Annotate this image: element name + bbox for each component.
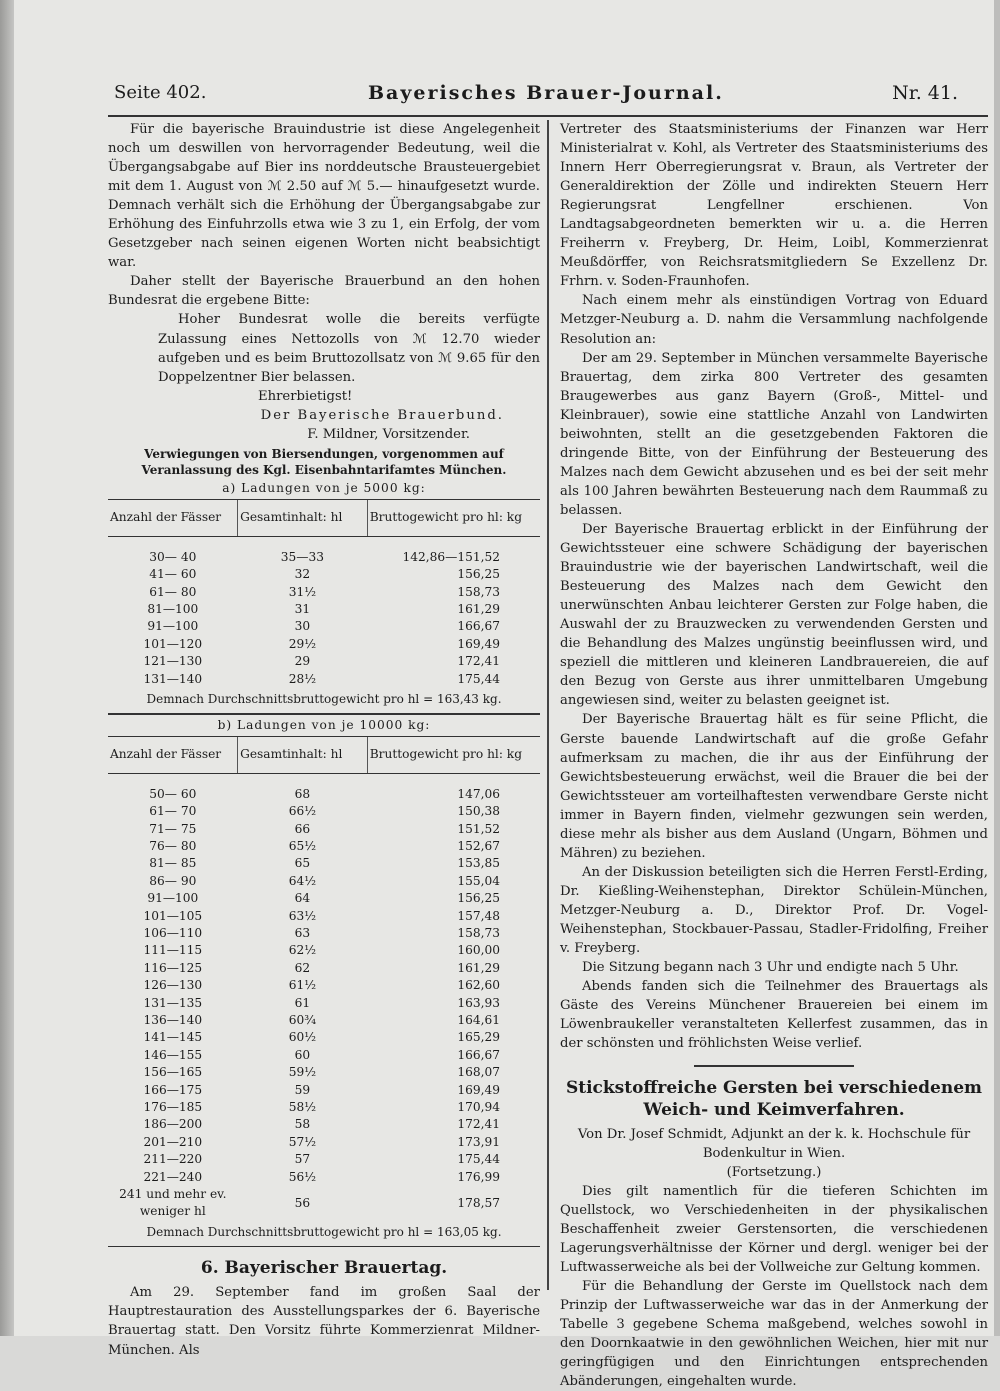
content-cell: 66 — [294, 821, 311, 836]
cask-count-cell: 241 und mehr ev. weniger hl — [119, 1187, 227, 1219]
table-a-title: a) Ladungen von je 5000 kg: — [222, 480, 426, 495]
weight-cell: 142,86—151,52 — [402, 549, 500, 564]
content-cell: 65 — [294, 856, 311, 871]
table-row — [108, 566, 540, 583]
table-b-average: Demnach Durchschnittsbruttogewicht pro hl = 163,05 kg. — [146, 1224, 502, 1239]
cask-count-cell: 156—165 — [143, 1065, 203, 1080]
cask-count-cell: 50— 60 — [149, 786, 197, 801]
weight-cell: 150,38 — [457, 804, 500, 819]
table-row — [108, 671, 540, 688]
paragraph: An der Diskussion beteiligten sich die Herren Ferstl-Erding, Dr. Kießling-Weihenstephan, Direktor Schülein-München, Metzger-Neuburg a. D., Direktor Prof. Dr. Vogel-Weihenstephan, Stockbauer-Passau, Stadler-Fridolfing, Freiher v. Freyberg. — [560, 864, 988, 957]
content-cell: 59 — [294, 1082, 311, 1097]
table-a-body — [108, 536, 540, 688]
weight-cell: 170,94 — [457, 1100, 500, 1114]
table-row — [108, 1064, 540, 1081]
closing-signatory: F. Mildner, Vorsitzender. — [307, 426, 470, 442]
table-row — [108, 821, 540, 838]
paragraph: Für die Behandlung der Gerste im Quellstock nach dem Prinzip der Luftwasserweiche war das in der Anmerkung der Tabelle 3 gegebene Schema maßgebend, welches sowohl in den Doornkaatwie in den gewöhnlichen Weichen, hier mit nur geringfügigen und den Einrichtungen entsprechenden Abänderungen, eingehalten wurde. — [560, 1279, 988, 1390]
weight-cell: 164,61 — [457, 1012, 500, 1027]
table-row — [108, 925, 540, 942]
cask-count-cell: 111—115 — [143, 943, 203, 958]
table-rule — [108, 713, 540, 715]
table-row — [108, 1099, 540, 1116]
paragraph: Abends fanden sich die Teilnehmer des Brauertags als Gäste des Vereins Münchener Brauereien bei einem im Löwenbraukeller veranstalteten Kellerfest zusammen, das in der schönsten und fröhlichsten Weise verlief. — [560, 979, 988, 1052]
issue-number: Nr. 41. — [892, 82, 958, 104]
paragraph: Vertreter des Staatsministeriums der Finanzen war Herr Ministerialrat v. Kohl, als Vertreter des Staatsministeriums des Innern Herr Oberregierungsrat v. Braun, als Vertreter der Generaldirektion der Zölle und indirekten Steuern Herr Regierungsrat Lengfellner erschienen. Von Landtagsabgeordneten bemerkten wir u. a. die Herren Freiherrn v. Freyberg, Dr. Heim, Loibl, Kommerzienrat Meußdörffer, von Reichsratsmitgliedern Se Exzellenz Dr. Frhrn. v. Soden-Fraunhofen. — [560, 122, 988, 290]
content-cell: 59½ — [288, 1065, 317, 1080]
paragraph: Daher stellt der Bayerische Brauerbund an den hohen Bundesrat die ergebene Bitte: — [108, 274, 540, 309]
table-row — [108, 618, 540, 635]
weight-cell: 165,29 — [457, 1030, 500, 1045]
closing-organization: Der Bayerische Brauerbund. — [260, 407, 504, 423]
cask-count-cell: 61— 70 — [149, 804, 197, 819]
weight-cell: 163,93 — [457, 995, 500, 1010]
cask-count-cell: 86— 90 — [149, 873, 197, 888]
table-row — [108, 636, 540, 653]
resolution-paragraph: Der am 29. September in München versammelte Bayerische Brauertag, dem zirka 800 Vertreter des gesamten Braugewerbes aus ganz Bayern (Groß-, Mittel- und Kleinbrauer), sowie eine stattliche Anzahl von Landwirten beiwohnten, stellt an die gesetzgebenden Faktoren die dringende Bitte, von der Einführung der Besteuerung des Malzes nach dem Gewicht abzusehen und es bei der seit mehr als 100 Jahren bewährten Besteuerung nach dem Raummaß zu belassen. — [560, 350, 988, 518]
table-row — [108, 977, 540, 994]
content-cell: 56 — [294, 1195, 311, 1210]
table-row — [108, 653, 540, 670]
paragraph: Für die bayerische Brauindustrie ist diese Angelegenheit noch um deswillen von hervorragender Bedeutung, weil die Übergangsabgabe auf Bier ins norddeutsche Brausteuergebiet mit dem 1. August von ℳ 2.50 auf ℳ 5.— hinaufgesetzt wurde. Demnach verhält sich die Erhöhung der Übergangsabgabe zur Erhöhung des Einfuhrzolls etwa wie 3 zu 1, ein Erfolg, der vom Gesetzgeber nach seinen eigenen Worten nicht beabsichtigt war. — [108, 122, 540, 271]
journal-title: Bayerisches Brauer-Journal. — [368, 82, 724, 104]
table-b-title: b) Ladungen von je 10000 kg: — [217, 717, 431, 732]
col-header-casks: Anzahl der Fässer — [108, 736, 238, 773]
weight-cell: 158,73 — [457, 925, 500, 940]
weight-cell: 156,25 — [457, 567, 500, 582]
cask-count-cell: 106—110 — [143, 925, 203, 940]
column-separator — [547, 120, 549, 1290]
weight-cell: 173,91 — [457, 1134, 500, 1149]
paragraph: Der Bayerische Brauertag erblickt in der Einführung der Gewichtssteuer eine schwere Schädigung der bayerischen Brauindustrie wie der bayerischen Landwirtschaft, weil die Besteuerung des Malzes nach dem Gewicht den unerwünschten Anbau leichterer Gersten zur Folge haben, die Auswahl der zu Brauzwecken zu verwendenden Gersten und die Behandlung des Malzes ungünstig beeinflussen wird, und speziell die mittleren und kleineren Landbrauereien, die auf den Bezug von Gerste aus ihrer unmittelbaren Umgebung angewiesen sind, weiter zu belasten geeignet ist. — [560, 521, 988, 709]
weight-cell: 169,49 — [457, 636, 500, 651]
weight-cell: 172,41 — [457, 654, 500, 669]
weight-cell: 156,25 — [457, 891, 500, 906]
section-separator — [694, 1065, 854, 1067]
content-cell: 61½ — [288, 978, 317, 993]
table-row — [108, 536, 540, 566]
table-row — [108, 995, 540, 1012]
table-a-average: Demnach Durchschnittsbruttogewicht pro hl = 163,43 kg. — [146, 692, 502, 707]
weight-cell: 153,85 — [457, 856, 500, 871]
cask-count-cell: 211—220 — [143, 1152, 203, 1167]
page-header — [100, 82, 980, 116]
weight-cell: 176,99 — [457, 1169, 500, 1184]
article-author: Von Dr. Josef Schmidt, Adjunkt an der k. k. Hochschule für Bodenkultur in Wien. — [577, 1126, 971, 1161]
closing-signature — [108, 387, 540, 444]
cask-count-cell: 81—100 — [147, 602, 199, 617]
cask-count-cell: 91—100 — [147, 619, 199, 634]
cask-count-cell: 101—105 — [143, 908, 203, 923]
weight-cell: 175,44 — [457, 1152, 500, 1167]
cask-count-cell: 131—135 — [143, 995, 203, 1010]
weight-cell: 160,00 — [457, 943, 500, 958]
cask-count-cell: 126—130 — [143, 978, 203, 993]
cask-count-cell: 186—200 — [143, 1117, 203, 1132]
weight-cell: 161,29 — [457, 602, 500, 617]
weight-cell: 157,48 — [457, 908, 500, 923]
table-row — [108, 1082, 540, 1099]
table-row — [108, 584, 540, 601]
cask-count-cell: 146—155 — [143, 1047, 203, 1062]
book-spine — [0, 0, 14, 1336]
col-header-content: Gesamtinhalt: hl — [238, 499, 368, 536]
content-cell: 56½ — [288, 1169, 317, 1184]
right-column — [560, 120, 988, 1391]
table-row — [108, 1151, 540, 1168]
content-cell: 60½ — [288, 1030, 317, 1045]
cask-count-cell: 76— 80 — [149, 838, 197, 853]
content-cell: 31 — [294, 602, 311, 617]
paragraph: Nach einem mehr als einstündigen Vortrag von Eduard Metzger-Neuburg a. D. nahm die Versammlung nachfolgende Resolution an: — [560, 293, 988, 347]
weight-cell: 169,49 — [457, 1082, 500, 1097]
cask-count-cell: 71— 75 — [149, 821, 197, 836]
cask-count-cell: 136—140 — [143, 1012, 203, 1027]
weight-cell: 168,07 — [457, 1065, 500, 1080]
paragraph: Dies gilt namentlich für die tieferen Schichten im Quellstock, wo Verschiedenheiten in der physikalischen Beschaffenheit zweier Gerstensorten, die verschiedenen Lagerungsverhältnisse der Körner und dergl. weniger bei der Luftwasserweiche als bei der Vollweiche zur Geltung kommen. — [560, 1183, 988, 1276]
content-cell: 31½ — [288, 584, 317, 599]
content-cell: 62 — [294, 960, 311, 975]
weight-cell: 152,67 — [457, 838, 500, 853]
cask-count-cell: 121—130 — [143, 654, 203, 669]
content-cell: 68 — [294, 786, 311, 801]
table-row — [108, 601, 540, 618]
article-title: Stickstoffreiche Gersten bei verschiedenem Weich- und Keimverfahren. — [565, 1077, 983, 1120]
cask-count-cell: 81— 85 — [149, 856, 197, 871]
weight-cell: 166,67 — [457, 619, 500, 634]
table-row — [108, 873, 540, 890]
cask-count-cell: 101—120 — [143, 636, 203, 651]
table-rule — [108, 1246, 540, 1248]
weight-cell: 161,29 — [457, 960, 500, 975]
weight-cell: 147,06 — [457, 786, 500, 801]
table-row — [108, 1047, 540, 1064]
page-edge — [994, 0, 1000, 1336]
table-row — [108, 1029, 540, 1046]
paragraph: Am 29. September fand im großen Saal der Hauptrestauration des Ausstellungsparkes der 6. Bayerische Brauertag statt. Den Vorsitz führte Kommerzienrat Mildner-München. Als — [108, 1285, 540, 1358]
weight-cell: 166,67 — [457, 1047, 500, 1062]
content-cell: 64½ — [288, 873, 317, 888]
weight-cell: 158,73 — [457, 584, 500, 599]
content-cell: 63 — [294, 925, 311, 940]
paragraph: Die Sitzung begann nach 3 Uhr und endigte nach 5 Uhr. — [582, 960, 959, 976]
content-cell: 66½ — [288, 804, 317, 819]
weight-table-b — [108, 736, 540, 1221]
col-header-casks: Anzahl der Fässer — [108, 499, 238, 536]
continuation-note: (Fortsetzung.) — [726, 1164, 822, 1180]
table-row — [108, 890, 540, 907]
cask-count-cell: 166—175 — [143, 1082, 203, 1097]
table-row — [108, 855, 540, 872]
cask-count-cell: 41— 60 — [149, 567, 197, 582]
cask-count-cell: 141—145 — [143, 1030, 203, 1045]
table-row — [108, 1012, 540, 1029]
left-column — [108, 120, 540, 1360]
content-cell: 64 — [294, 891, 311, 906]
weight-cell: 172,41 — [457, 1117, 500, 1132]
weight-cell: 151,52 — [457, 821, 500, 836]
table-row — [108, 1134, 540, 1151]
paragraph: Der Bayerische Brauertag hält es für seine Pflicht, die Gerste bauende Landwirtschaft auf die große Gefahr aufmerksam zu machen, die ihr aus der Einführung der Gewichtsbesteuerung erwächst, weil die Brauer die bei der Gewichtssteuer am vorteilhaftesten verwendbare Gerste nicht immer in Bayern finden, vielmehr gezwungen sein werden, diese mehr als bisher aus dem Ausland (Ungarn, Böhmen und Mähren) zu beziehen. — [560, 712, 988, 861]
weight-table-a — [108, 499, 540, 688]
cask-count-cell: 91—100 — [147, 891, 199, 906]
table-row — [108, 803, 540, 820]
content-cell: 60 — [294, 1047, 311, 1062]
content-cell: 57 — [294, 1152, 311, 1167]
content-cell: 32 — [294, 567, 311, 582]
content-cell: 29½ — [288, 636, 317, 651]
content-cell: 65½ — [288, 838, 317, 853]
cask-count-cell: 61— 80 — [149, 584, 197, 599]
table-row — [108, 1116, 540, 1133]
closing-greeting: Ehrerbietigst! — [258, 388, 353, 404]
content-cell: 28½ — [288, 671, 317, 686]
cask-count-cell: 116—125 — [143, 960, 203, 975]
table-b-body — [108, 773, 540, 1221]
table-row — [108, 1186, 540, 1221]
section-heading: 6. Bayerischer Brauertag. — [200, 1258, 448, 1279]
content-cell: 29 — [294, 654, 311, 669]
table-row — [108, 838, 540, 855]
table-title: Verwiegungen von Biersendungen, vorgenommen auf Veranlassung des Kgl. Eisenbahntarifamtes München. — [141, 446, 507, 477]
content-cell: 61 — [294, 995, 311, 1010]
page-number: Seite 402. — [114, 82, 207, 103]
cask-count-cell: 30— 40 — [149, 549, 197, 564]
cask-count-cell: 221—240 — [143, 1169, 203, 1184]
content-cell: 60¾ — [288, 1012, 317, 1027]
weight-cell: 162,60 — [457, 978, 500, 993]
content-cell: 63½ — [288, 908, 317, 923]
cask-count-cell: 201—210 — [143, 1134, 203, 1149]
content-cell: 58 — [294, 1117, 311, 1132]
table-row — [108, 960, 540, 977]
table-row — [108, 773, 540, 803]
table-row — [108, 942, 540, 959]
col-header-weight: Bruttogewicht pro hl: kg — [367, 736, 540, 773]
cask-count-cell: 131—140 — [143, 671, 203, 686]
content-cell: 30 — [294, 619, 311, 634]
content-cell: 58½ — [288, 1100, 317, 1114]
weight-cell: 178,57 — [457, 1195, 500, 1210]
content-cell: 57½ — [288, 1134, 317, 1149]
header-rule — [108, 115, 988, 117]
col-header-weight: Bruttogewicht pro hl: kg — [367, 499, 540, 536]
weight-cell: 175,44 — [457, 671, 500, 686]
table-row — [108, 1169, 540, 1186]
content-cell: 35—33 — [280, 549, 324, 564]
cask-count-cell: 176—185 — [143, 1100, 203, 1114]
col-header-content: Gesamtinhalt: hl — [238, 736, 368, 773]
content-cell: 62½ — [288, 943, 317, 958]
table-row — [108, 908, 540, 925]
weight-cell: 155,04 — [457, 873, 500, 888]
petition-text: Hoher Bundesrat wolle die bereits verfügte Zulassung eines Nettozolls von ℳ 12.70 wieder aufgeben und es beim Bruttozollsatz von ℳ 9.65 für den Doppelzentner Bier belassen. — [158, 312, 540, 385]
